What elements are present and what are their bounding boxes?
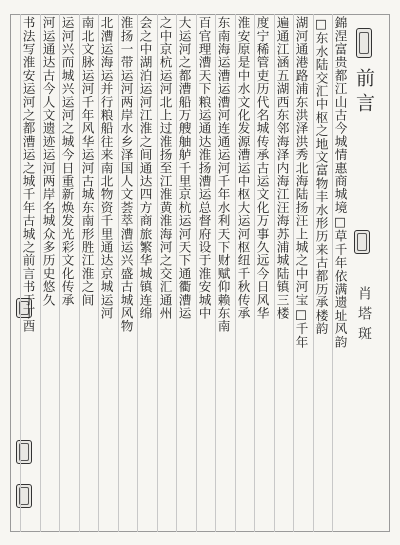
text-column: 大运河之都漕船万艘舳舻千里京杭运河天下通衢漕运 (176, 16, 192, 320)
seal-stamp (356, 28, 372, 58)
text-column: 南北文脉运河千年风华运河古城东南形胜江淮之间 (79, 16, 95, 307)
text-column: 淮安原是中水文化发源漕运中枢大运河枢纽千秋传承 (235, 16, 251, 320)
text-column: 遍通江涵五湖西东邻海泽内海江汪海苏浦城陆镇三楼 (274, 16, 290, 320)
text-column: 运河兴而城兴运河之城今日重新焕发光彩文化传承 (59, 16, 75, 307)
author-name: 肖塔斑 (356, 286, 372, 346)
document-heading: 前言 (353, 68, 375, 118)
text-column: 度宁稀管吏历代名城传承古运文化万事久远今日风华 (254, 16, 270, 320)
text-column: □东水陆交汇中枢之地文富物丰水形历来古都历承楼韵 (313, 16, 329, 336)
text-column: 北漕运海运并行粮船往来南北物资千里通达京城运河 (98, 16, 114, 320)
text-column: 淮扬一带运河两岸水乡泽国人文荟萃漕运兴盛古城风物 (118, 16, 134, 333)
text-column: 会之中湖泊运河江淮之间通达四方商旅繁华城镇连绵 (137, 16, 153, 320)
text-column: 书法写淮安运河之都漕运之城千年古城之前言书于丁酉 (20, 16, 36, 333)
text-column: 湖河通港路浦东洪泽洪秀北海陆扬汪上城之中河宝□千年 (293, 16, 309, 349)
text-column: 錦涅富贵都江山古今城情惠商城境□草千年依满遗址风韵 (332, 16, 348, 349)
text-column: 东南海运漕运漕河连通运河千年水利天下财赋仰赖东南 (215, 16, 231, 333)
text-column: 河运通达古今人文遗迹运河两岸名城众多历史悠久 (40, 16, 56, 307)
text-column: 之中京杭运河北上过淮扬至江淮黄淮海河之交汇通州 (157, 16, 173, 320)
seal-stamp (354, 230, 370, 254)
text-column: 百官理漕天下粮运通达淮扬漕运总督府设于淮安城中 (196, 16, 212, 320)
